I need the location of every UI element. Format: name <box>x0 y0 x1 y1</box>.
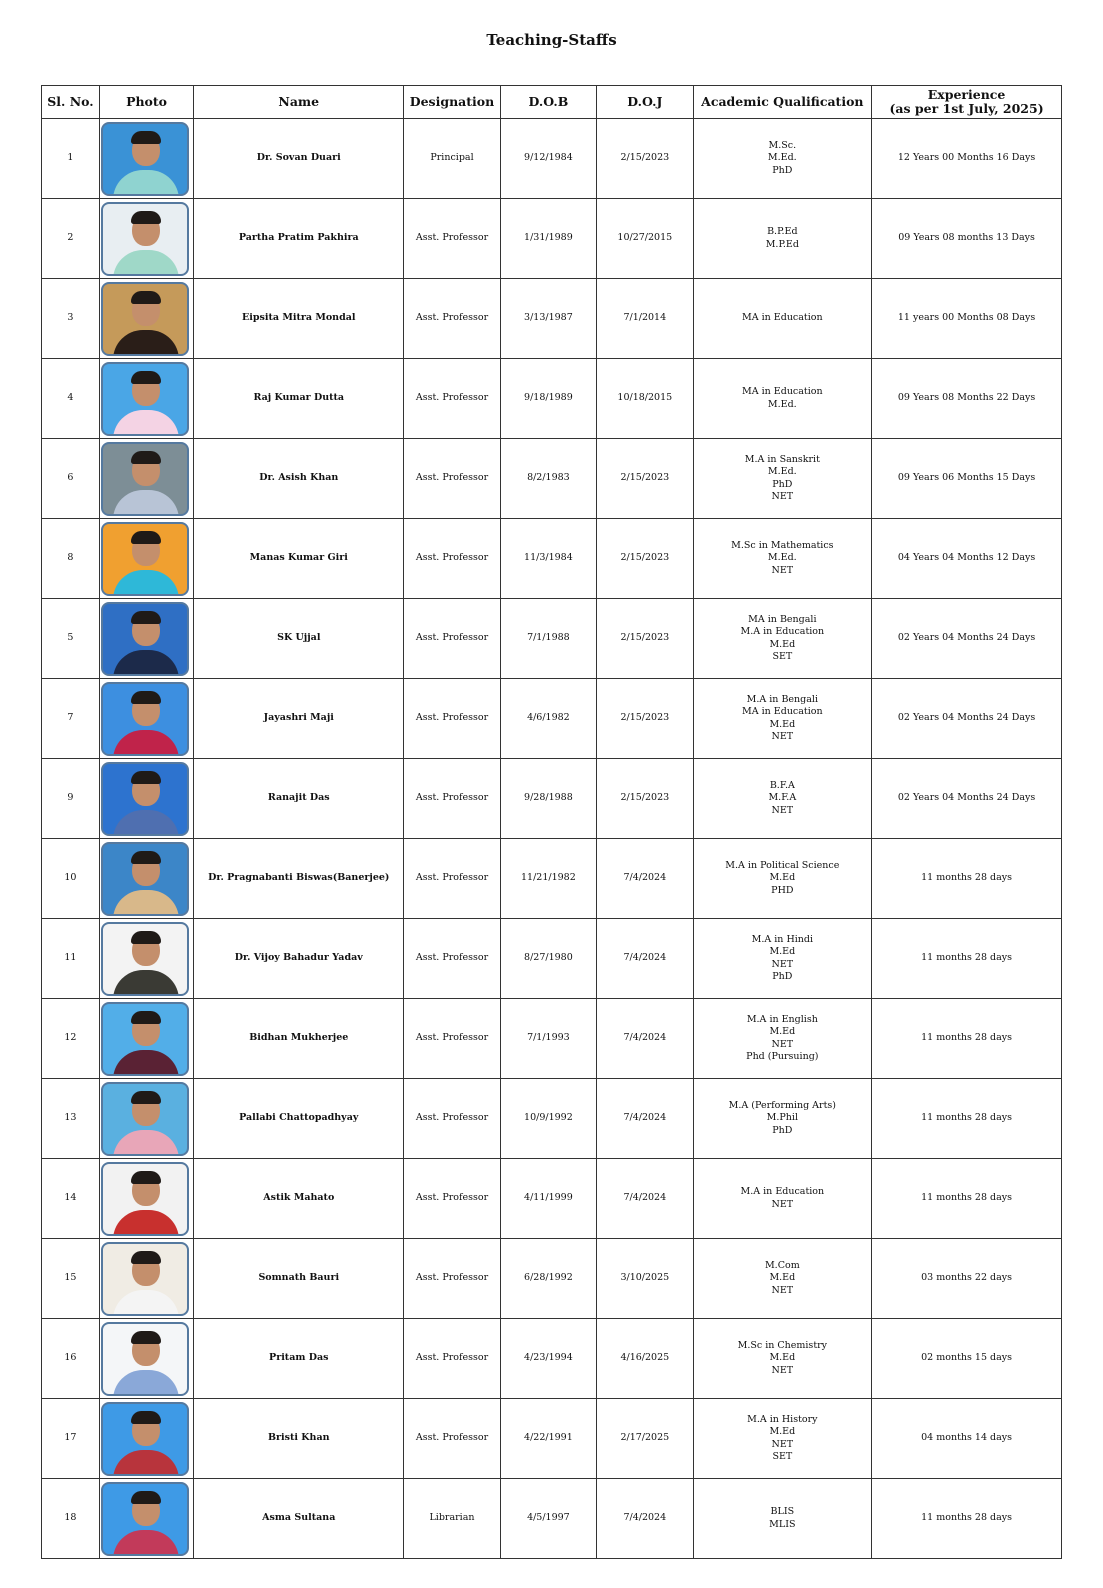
col-header-qualification: Academic Qualification <box>693 86 872 119</box>
doj-cell: 2/15/2023 <box>597 519 693 599</box>
experience-cell: 03 months 22 days <box>872 1239 1062 1319</box>
experience-cell: 09 Years 06 Months 15 Days <box>872 439 1062 519</box>
doj-cell: 10/27/2015 <box>597 199 693 279</box>
qualification-line: M.A in Sanskrit <box>744 453 820 465</box>
qualification-line: M.Com <box>764 1259 800 1271</box>
table-row <box>42 679 1062 759</box>
name-cell: Raj Kumar Dutta <box>194 359 404 439</box>
staff-photo <box>101 1402 189 1476</box>
table-row <box>42 1159 1062 1239</box>
photo-shoulders <box>113 1370 179 1396</box>
qualification-line: M.A in History <box>747 1413 818 1425</box>
dob-cell: 8/27/1980 <box>500 919 596 999</box>
name-cell: Dr. Vijoy Bahadur Yadav <box>194 919 404 999</box>
designation-cell: Asst. Professor <box>404 199 500 279</box>
experience-cell: 02 Years 04 Months 24 Days <box>872 759 1062 839</box>
doj-cell: 2/15/2023 <box>597 679 693 759</box>
dob-cell: 9/28/1988 <box>500 759 596 839</box>
sl-no-cell: 1 <box>42 119 100 199</box>
designation-cell: Asst. Professor <box>404 999 500 1079</box>
dob-cell: 3/13/1987 <box>500 279 596 359</box>
dob-cell: 4/22/1991 <box>500 1399 596 1479</box>
photo-hair <box>131 1011 161 1024</box>
photo-hair <box>131 691 161 704</box>
qualification-cell <box>693 919 872 999</box>
photo-shoulders <box>113 1290 179 1316</box>
name-cell: Jayashri Maji <box>194 679 404 759</box>
qualification-line: MA in Education <box>742 706 823 718</box>
experience-cell: 09 Years 08 Months 22 Days <box>872 359 1062 439</box>
designation-cell: Asst. Professor <box>404 679 500 759</box>
table-row <box>42 1319 1062 1399</box>
col-header-photo: Photo <box>99 86 193 119</box>
photo-shoulders <box>113 330 179 356</box>
qualification-line: M.A in Education <box>740 1186 825 1198</box>
qualification-cell <box>693 359 872 439</box>
table-row <box>42 119 1062 199</box>
photo-cell <box>99 199 193 279</box>
photo-shoulders <box>113 890 179 916</box>
qualification-line: M.Ed <box>769 1272 796 1284</box>
table-row <box>42 919 1062 999</box>
qualification-line: M.Phil <box>766 1112 798 1124</box>
dob-cell: 7/1/1988 <box>500 599 596 679</box>
photo-shoulders <box>113 650 179 676</box>
sl-no-cell: 2 <box>42 199 100 279</box>
sl-no-cell: 15 <box>42 1239 100 1319</box>
qualification-line: NET <box>771 958 794 970</box>
qualification-cell <box>693 1319 872 1399</box>
sl-no-cell: 10 <box>42 839 100 919</box>
experience-cell: 11 months 28 days <box>872 999 1062 1079</box>
photo-shoulders <box>113 730 179 756</box>
sl-no-cell: 3 <box>42 279 100 359</box>
dob-cell: 9/12/1984 <box>500 119 596 199</box>
col-header-doj: D.O.J <box>597 86 693 119</box>
designation-cell: Asst. Professor <box>404 1319 500 1399</box>
designation-cell: Asst. Professor <box>404 1239 500 1319</box>
doj-cell: 7/1/2014 <box>597 279 693 359</box>
photo-cell <box>99 839 193 919</box>
staff-photo <box>101 1322 189 1396</box>
photo-hair <box>131 1091 161 1104</box>
table-row <box>42 599 1062 679</box>
photo-shoulders <box>113 170 179 196</box>
qualification-line: NET <box>771 1438 794 1450</box>
qualification-line: B.F.A <box>769 779 795 791</box>
designation-cell: Asst. Professor <box>404 279 500 359</box>
qualification-line: M.F.A <box>768 792 797 804</box>
qualification-cell <box>693 199 872 279</box>
photo-cell <box>99 919 193 999</box>
staff-photo <box>101 762 189 836</box>
staff-photo <box>101 1162 189 1236</box>
col-header-dob: D.O.B <box>500 86 596 119</box>
experience-header-note: (as per 1st July, 2025) <box>889 101 1044 116</box>
table-row <box>42 1079 1062 1159</box>
photo-hair <box>131 531 161 544</box>
table-row <box>42 279 1062 359</box>
photo-hair <box>131 1251 161 1264</box>
photo-cell <box>99 679 193 759</box>
designation-cell: Asst. Professor <box>404 519 500 599</box>
dob-cell: 4/11/1999 <box>500 1159 596 1239</box>
qualification-line: PhD <box>772 164 793 176</box>
photo-cell <box>99 279 193 359</box>
dob-cell: 4/23/1994 <box>500 1319 596 1399</box>
designation-cell: Asst. Professor <box>404 599 500 679</box>
qualification-line: NET <box>771 730 794 742</box>
staff-photo <box>101 1002 189 1076</box>
doj-cell: 7/4/2024 <box>597 1479 693 1559</box>
qualification-line: M.Ed. <box>767 152 797 164</box>
col-header-designation: Designation <box>404 86 500 119</box>
doj-cell: 7/4/2024 <box>597 999 693 1079</box>
staff-photo <box>101 282 189 356</box>
dob-cell: 6/28/1992 <box>500 1239 596 1319</box>
qualification-line: M.A in Education <box>740 626 825 638</box>
photo-hair <box>131 1411 161 1424</box>
staff-photo <box>101 682 189 756</box>
photo-shoulders <box>113 410 179 436</box>
qualification-cell <box>693 999 872 1079</box>
qualification-cell <box>693 1159 872 1239</box>
staff-photo <box>101 122 189 196</box>
qualification-line: NET <box>771 804 794 816</box>
qualification-line: NET <box>771 1284 794 1296</box>
photo-cell <box>99 1159 193 1239</box>
photo-hair <box>131 451 161 464</box>
experience-cell: 11 months 28 days <box>872 919 1062 999</box>
experience-cell: 11 months 28 days <box>872 839 1062 919</box>
name-cell: Dr. Asish Khan <box>194 439 404 519</box>
sl-no-cell: 18 <box>42 1479 100 1559</box>
name-cell: Eipsita Mitra Mondal <box>194 279 404 359</box>
photo-cell <box>99 1319 193 1399</box>
sl-no-cell: 16 <box>42 1319 100 1399</box>
name-cell: Bristi Khan <box>194 1399 404 1479</box>
table-row <box>42 199 1062 279</box>
qualification-cell <box>693 1479 872 1559</box>
designation-cell: Asst. Professor <box>404 1159 500 1239</box>
photo-hair <box>131 291 161 304</box>
doj-cell: 2/15/2023 <box>597 599 693 679</box>
qualification-line: M.Ed <box>769 1352 796 1364</box>
staff-photo <box>101 1082 189 1156</box>
dob-cell: 4/5/1997 <box>500 1479 596 1559</box>
col-header-name: Name <box>194 86 404 119</box>
table-row <box>42 1399 1062 1479</box>
photo-shoulders <box>113 490 179 516</box>
photo-shoulders <box>113 1450 179 1476</box>
qualification-line: M.A in Bengali <box>746 693 818 705</box>
dob-cell: 10/9/1992 <box>500 1079 596 1159</box>
photo-cell <box>99 1399 193 1479</box>
qualification-line: PhD <box>772 970 793 982</box>
sl-no-cell: 8 <box>42 519 100 599</box>
qualification-line: M.Ed <box>769 1426 796 1438</box>
staff-photo <box>101 1482 189 1556</box>
qualification-line: Phd (Pursuing) <box>746 1050 819 1062</box>
table-row <box>42 439 1062 519</box>
doj-cell: 4/16/2025 <box>597 1319 693 1399</box>
photo-shoulders <box>113 970 179 996</box>
qualification-line: M.A in Hindi <box>751 933 814 945</box>
table-row <box>42 759 1062 839</box>
qualification-line: MA in Education <box>742 312 823 324</box>
qualification-line: M.Ed <box>769 718 796 730</box>
photo-cell <box>99 119 193 199</box>
col-header-sl-no: Sl. No. <box>42 86 100 119</box>
qualification-line: PHD <box>771 884 794 896</box>
designation-cell: Principal <box>404 119 500 199</box>
doj-cell: 3/10/2025 <box>597 1239 693 1319</box>
experience-cell: 02 Years 04 Months 24 Days <box>872 599 1062 679</box>
staff-photo <box>101 922 189 996</box>
table-row <box>42 359 1062 439</box>
experience-cell: 11 months 28 days <box>872 1479 1062 1559</box>
name-cell: Manas Kumar Giri <box>194 519 404 599</box>
table-row <box>42 839 1062 919</box>
photo-cell <box>99 1079 193 1159</box>
qualification-line: BLIS <box>770 1506 795 1518</box>
qualification-line: NET <box>771 1198 794 1210</box>
staff-photo <box>101 362 189 436</box>
name-cell: Astik Mahato <box>194 1159 404 1239</box>
designation-cell: Asst. Professor <box>404 439 500 519</box>
photo-shoulders <box>113 250 179 276</box>
name-cell: Pritam Das <box>194 1319 404 1399</box>
table-row <box>42 1479 1062 1559</box>
photo-shoulders <box>113 1050 179 1076</box>
qualification-line: NET <box>771 564 794 576</box>
photo-hair <box>131 851 161 864</box>
experience-cell: 11 months 28 days <box>872 1079 1062 1159</box>
qualification-cell <box>693 839 872 919</box>
name-cell: Pallabi Chattopadhyay <box>194 1079 404 1159</box>
doj-cell: 2/15/2023 <box>597 119 693 199</box>
table-row <box>42 519 1062 599</box>
photo-hair <box>131 1331 161 1344</box>
qualification-line: M.Ed. <box>767 552 797 564</box>
photo-shoulders <box>113 1530 179 1556</box>
name-cell: SK Ujjal <box>194 599 404 679</box>
designation-cell: Asst. Professor <box>404 839 500 919</box>
qualification-cell <box>693 1079 872 1159</box>
qualification-line: PhD <box>772 1124 793 1136</box>
photo-hair <box>131 211 161 224</box>
name-cell: Bidhan Mukherjee <box>194 999 404 1079</box>
qualification-line: M.Ed. <box>767 466 797 478</box>
qualification-line: NET <box>771 1364 794 1376</box>
qualification-line: NET <box>771 490 794 502</box>
doj-cell: 7/4/2024 <box>597 1159 693 1239</box>
dob-cell: 8/2/1983 <box>500 439 596 519</box>
qualification-cell <box>693 119 872 199</box>
sl-no-cell: 14 <box>42 1159 100 1239</box>
sl-no-cell: 13 <box>42 1079 100 1159</box>
staff-photo <box>101 202 189 276</box>
qualification-line: M.Ed <box>769 1026 796 1038</box>
doj-cell: 7/4/2024 <box>597 1079 693 1159</box>
designation-cell: Asst. Professor <box>404 1079 500 1159</box>
qualification-line: SET <box>772 1450 793 1462</box>
experience-cell: 09 Years 08 months 13 Days <box>872 199 1062 279</box>
photo-cell <box>99 439 193 519</box>
designation-cell: Asst. Professor <box>404 359 500 439</box>
qualification-line: M.Sc in Chemistry <box>737 1339 828 1351</box>
photo-hair <box>131 131 161 144</box>
photo-hair <box>131 771 161 784</box>
dob-cell: 1/31/1989 <box>500 199 596 279</box>
qualification-line: MA in Education <box>742 386 823 398</box>
photo-shoulders <box>113 1130 179 1156</box>
qualification-line: M.Ed <box>769 946 796 958</box>
page-title: Teaching-Staffs <box>486 31 617 49</box>
staff-rows <box>42 119 1062 1559</box>
name-cell: Asma Sultana <box>194 1479 404 1559</box>
dob-cell: 11/21/1982 <box>500 839 596 919</box>
name-cell: Partha Pratim Pakhira <box>194 199 404 279</box>
qualification-cell <box>693 279 872 359</box>
qualification-cell <box>693 519 872 599</box>
qualification-line: M.A in English <box>746 1013 818 1025</box>
designation-cell: Librarian <box>404 1479 500 1559</box>
col-header-experience <box>872 86 1062 119</box>
header-row <box>42 86 1062 119</box>
experience-cell: 12 Years 00 Months 16 Days <box>872 119 1062 199</box>
qualification-line: SET <box>772 650 793 662</box>
sl-no-cell: 4 <box>42 359 100 439</box>
name-cell: Ranajit Das <box>194 759 404 839</box>
qualification-cell <box>693 759 872 839</box>
experience-cell: 04 months 14 days <box>872 1399 1062 1479</box>
qualification-cell <box>693 599 872 679</box>
experience-cell: 11 years 00 Months 08 Days <box>872 279 1062 359</box>
staff-photo <box>101 842 189 916</box>
dob-cell: 11/3/1984 <box>500 519 596 599</box>
experience-cell: 11 months 28 days <box>872 1159 1062 1239</box>
qualification-line: MLIS <box>769 1518 796 1530</box>
staff-table <box>41 85 1062 1559</box>
qualification-line: M.A in Political Science <box>725 859 840 871</box>
table-row <box>42 999 1062 1079</box>
qualification-line: M.Sc. <box>768 139 797 151</box>
photo-cell <box>99 759 193 839</box>
photo-shoulders <box>113 1210 179 1236</box>
sl-no-cell: 7 <box>42 679 100 759</box>
photo-hair <box>131 1171 161 1184</box>
staff-photo <box>101 522 189 596</box>
dob-cell: 9/18/1989 <box>500 359 596 439</box>
staff-photo <box>101 442 189 516</box>
photo-shoulders <box>113 570 179 596</box>
staff-photo <box>101 1242 189 1316</box>
doj-cell: 2/15/2023 <box>597 759 693 839</box>
experience-cell: 02 Years 04 Months 24 Days <box>872 679 1062 759</box>
qualification-line: M.Ed <box>769 638 796 650</box>
qualification-cell <box>693 679 872 759</box>
photo-shoulders <box>113 810 179 836</box>
designation-cell: Asst. Professor <box>404 919 500 999</box>
sl-no-cell: 5 <box>42 599 100 679</box>
qualification-line: M.Ed <box>769 872 796 884</box>
sl-no-cell: 12 <box>42 999 100 1079</box>
table-row <box>42 1239 1062 1319</box>
doj-cell: 10/18/2015 <box>597 359 693 439</box>
sl-no-cell: 17 <box>42 1399 100 1479</box>
experience-header-label: Experience <box>927 87 1006 102</box>
qualification-line: M.P.Ed <box>765 238 799 250</box>
qualification-line: M.Ed. <box>767 398 797 410</box>
name-cell: Dr. Pragnabanti Biswas(Banerjee) <box>194 839 404 919</box>
qualification-line: M.A (Performing Arts) <box>728 1099 836 1111</box>
qualification-line: B.P.Ed <box>767 226 798 238</box>
photo-cell <box>99 359 193 439</box>
experience-cell: 04 Years 04 Months 12 Days <box>872 519 1062 599</box>
designation-cell: Asst. Professor <box>404 759 500 839</box>
dob-cell: 4/6/1982 <box>500 679 596 759</box>
photo-hair <box>131 371 161 384</box>
photo-hair <box>131 1491 161 1504</box>
staff-photo <box>101 602 189 676</box>
photo-hair <box>131 611 161 624</box>
qualification-cell <box>693 1239 872 1319</box>
name-cell: Dr. Sovan Duari <box>194 119 404 199</box>
photo-cell <box>99 599 193 679</box>
photo-hair <box>131 931 161 944</box>
dob-cell: 7/1/1993 <box>500 999 596 1079</box>
qualification-cell <box>693 439 872 519</box>
name-cell: Somnath Bauri <box>194 1239 404 1319</box>
doj-cell: 2/15/2023 <box>597 439 693 519</box>
experience-cell: 02 months 15 days <box>872 1319 1062 1399</box>
photo-cell <box>99 999 193 1079</box>
qualification-line: NET <box>771 1038 794 1050</box>
qualification-line: MA in Bengali <box>748 613 817 625</box>
doj-cell: 7/4/2024 <box>597 919 693 999</box>
designation-cell: Asst. Professor <box>404 1399 500 1479</box>
sl-no-cell: 6 <box>42 439 100 519</box>
qualification-line: M.Sc in Mathematics <box>731 539 834 551</box>
doj-cell: 2/17/2025 <box>597 1399 693 1479</box>
qualification-line: PhD <box>772 478 793 490</box>
sl-no-cell: 9 <box>42 759 100 839</box>
doj-cell: 7/4/2024 <box>597 839 693 919</box>
qualification-cell <box>693 1399 872 1479</box>
sl-no-cell: 11 <box>42 919 100 999</box>
photo-cell <box>99 519 193 599</box>
photo-cell <box>99 1479 193 1559</box>
photo-cell <box>99 1239 193 1319</box>
